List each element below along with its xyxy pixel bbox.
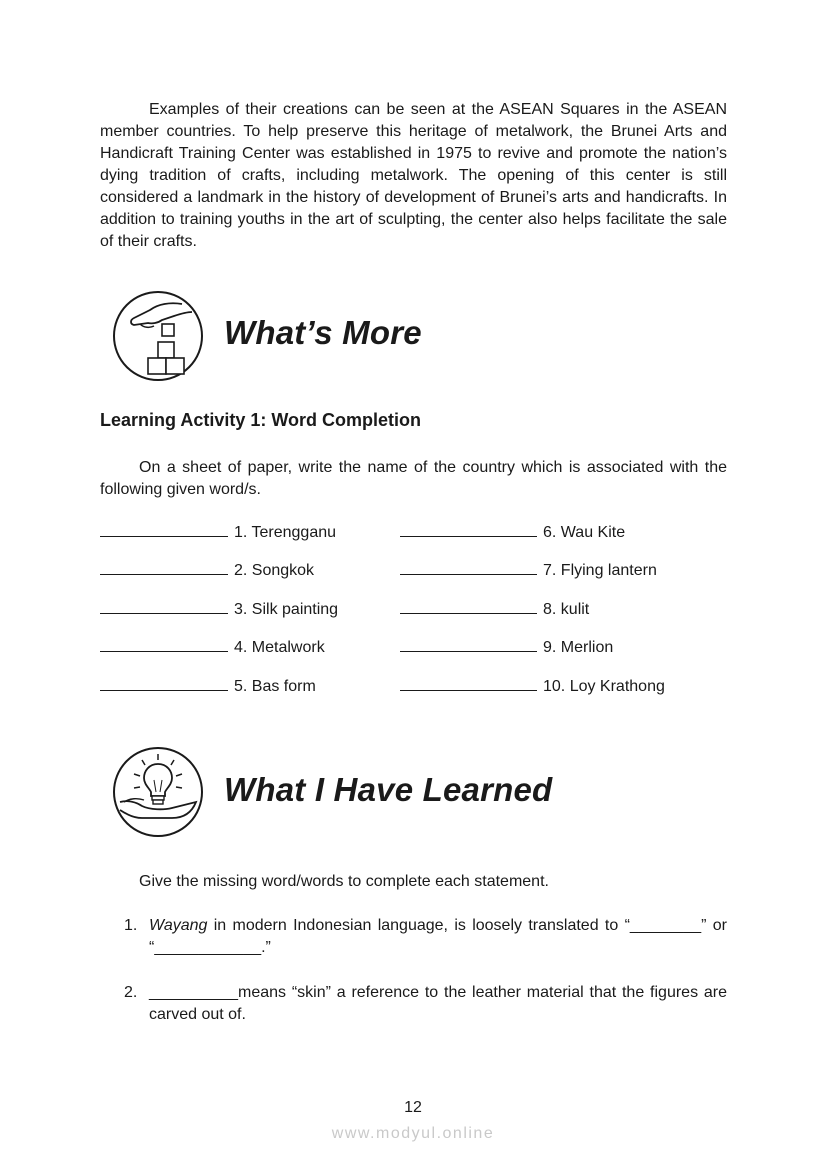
intro-paragraph bbox=[100, 99, 727, 253]
answer-blank[interactable] bbox=[100, 636, 228, 652]
page-number: 12 bbox=[404, 1099, 422, 1116]
list-item: 5. Bas form bbox=[100, 675, 316, 697]
learned-instruction: Give the missing word/words to complete each statement. bbox=[139, 873, 549, 890]
intro-text: Examples of their creations can be seen at the ASEAN Squares in the ASEAN member countries. To help preserve this heritage of metalwork, the Brunei Arts and Handicraft Training Center was established in 1975 to revive and promote the nation’s dying tradition of crafts, including metalwork. The opening of this center is still considered a landmark in the history of development of Brunei’s arts and handicrafts. In addition to training youths in the art of sculpting, the center also helps facilitate the sale of their crafts. bbox=[100, 101, 727, 250]
statement-italic-term: Wayang bbox=[149, 917, 208, 934]
statement-2: 2. __________means “skin” a reference to the leather material that the figures are carved out of. bbox=[124, 984, 727, 1023]
activity-instructions bbox=[100, 457, 727, 501]
list-item: 9. Merlion bbox=[400, 636, 613, 658]
list-item: 4. Metalwork bbox=[100, 636, 325, 658]
list-item: 2. Songkok bbox=[100, 559, 314, 581]
hand-stacking-blocks-icon bbox=[112, 290, 204, 382]
answer-blank[interactable] bbox=[100, 598, 228, 614]
hand-lightbulb-icon bbox=[112, 746, 204, 838]
list-item: 10. Loy Krathong bbox=[400, 675, 665, 697]
answer-blank[interactable] bbox=[400, 521, 537, 537]
watermark: www.modyul.online bbox=[331, 1125, 495, 1142]
list-item: 3. Silk painting bbox=[100, 598, 338, 620]
answer-blank[interactable] bbox=[100, 559, 228, 575]
activity-instructions-text: On a sheet of paper, write the name of the country which is associated with the following given word/s. bbox=[100, 459, 727, 498]
answer-blank[interactable] bbox=[400, 559, 537, 575]
answer-blank[interactable] bbox=[100, 675, 228, 691]
list-item: 8. kulit bbox=[400, 598, 589, 620]
answer-blank[interactable] bbox=[400, 636, 537, 652]
what-i-have-learned-title: What I Have Learned bbox=[224, 771, 553, 808]
answer-blank[interactable] bbox=[400, 598, 537, 614]
statement-1: 1. Wayang in modern Indonesian language, is loosely translated to “________” or “____________.” bbox=[124, 917, 727, 956]
list-item: 6. Wau Kite bbox=[400, 521, 625, 543]
activity-title: Learning Activity 1: Word Completion bbox=[100, 410, 422, 430]
list-item: 1. Terengganu bbox=[100, 521, 336, 543]
list-item: 7. Flying lantern bbox=[400, 559, 657, 581]
answer-blank[interactable] bbox=[400, 675, 537, 691]
whats-more-title: What’s More bbox=[224, 314, 422, 351]
answer-blank[interactable] bbox=[100, 521, 228, 537]
